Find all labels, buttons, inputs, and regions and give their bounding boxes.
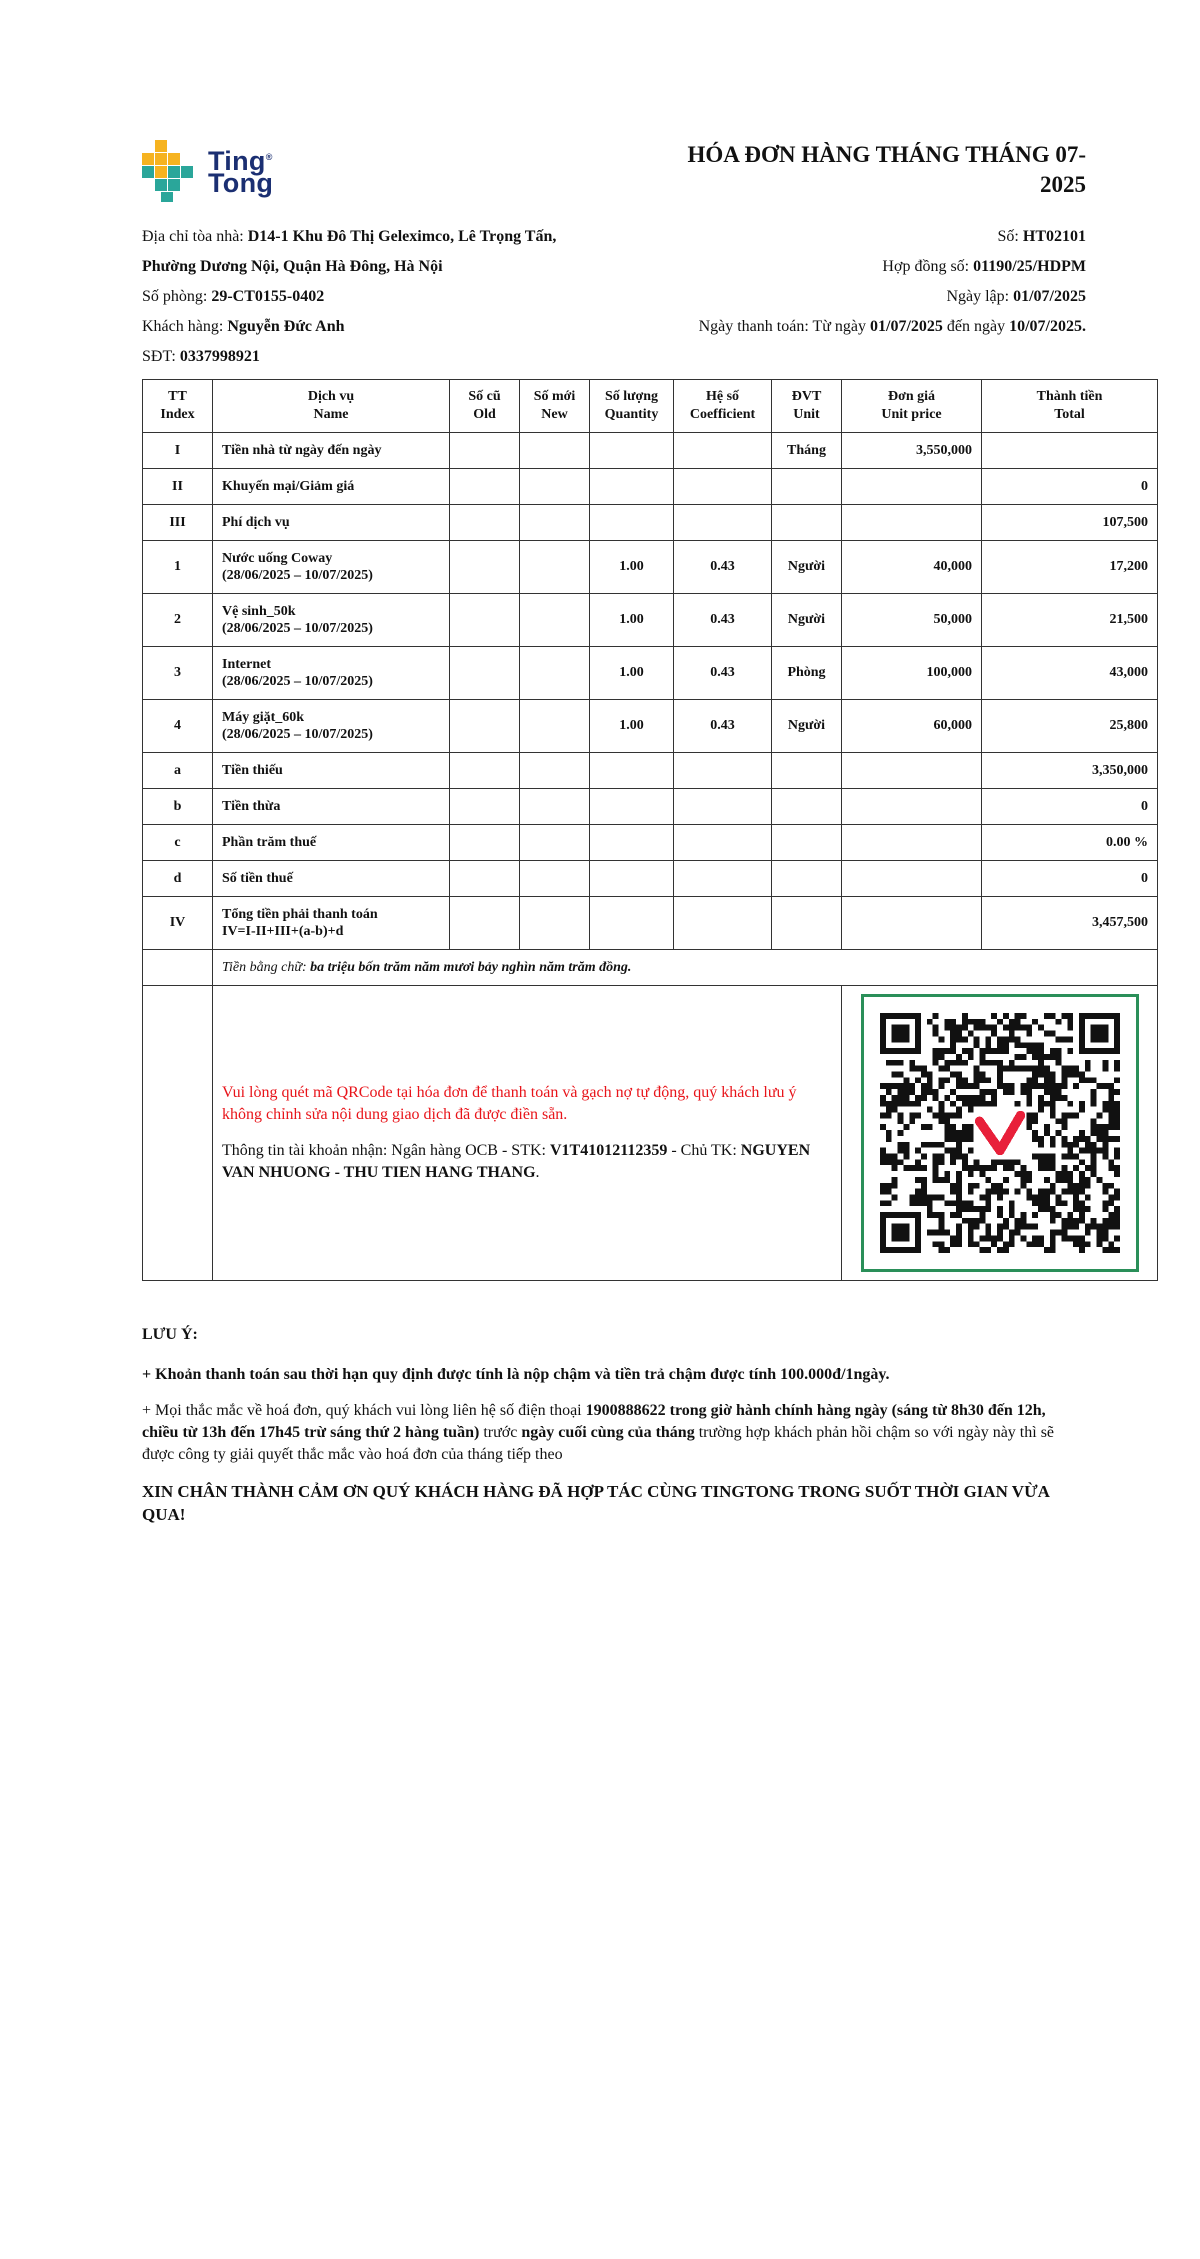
row-unit-price	[842, 897, 982, 950]
row-new	[520, 647, 590, 700]
row-new	[520, 861, 590, 897]
row-new	[520, 469, 590, 505]
row-name: Tiền thiếu	[213, 753, 450, 789]
row-unit-price	[842, 789, 982, 825]
row-unit-price	[842, 505, 982, 541]
row-name: Khuyến mại/Giảm giá	[213, 469, 450, 505]
late-payment-note: + Khoản thanh toán sau thời hạn quy định được tính là nộp chậm và tiền trả chậm được tính 100.000đ/1ngày.	[142, 1366, 890, 1383]
row-new	[520, 789, 590, 825]
row-total: 3,350,000	[982, 753, 1158, 789]
row-coefficient	[674, 861, 772, 897]
row-name: Nước uống Coway (28/06/2025 – 10/07/2025)	[213, 541, 450, 594]
row-unit-price: 60,000	[842, 700, 982, 753]
row-new	[520, 700, 590, 753]
customer-label: Khách hàng:	[142, 318, 228, 335]
tingtong-logo-icon	[142, 140, 204, 202]
row-old	[450, 825, 520, 861]
row-unit-price	[842, 861, 982, 897]
column-header: ĐVT Unit	[772, 380, 842, 433]
bank-account-info: Thông tin tài khoản nhận: Ngân hàng OCB - STK: V1T41012112359 - Chủ TK: NGUYEN VAN NHUONG - THU TIEN HANG THANG.	[222, 1142, 811, 1181]
row-coefficient	[674, 469, 772, 505]
row-coefficient	[674, 789, 772, 825]
table-row	[143, 505, 1158, 541]
row-name: Số tiền thuế	[213, 861, 450, 897]
support-note: + Mọi thắc mắc về hoá đơn, quý khách vui lòng liên hệ số điện thoại 1900888622 trong giờ hành chính hàng ngày (sáng từ 8h30 đến 12h, chiều từ 13h đến 17h45 trừ sáng thứ 2 hàng tuần) trước ngày cuối cùng của tháng trường hợp khách phản hồi chậm so với ngày này thì sẽ được công ty giải quyết thắc mắc vào hoá đơn của tháng tiếp theo	[142, 1402, 1055, 1463]
row-old	[450, 897, 520, 950]
row-quantity	[590, 897, 674, 950]
row-new	[520, 753, 590, 789]
row-name: Phần trăm thuế	[213, 825, 450, 861]
row-coefficient: 0.43	[674, 541, 772, 594]
row-new	[520, 897, 590, 950]
address-line1: D14-1 Khu Đô Thị Geleximco, Lê Trọng Tấn,	[247, 228, 557, 245]
column-header: Số mới New	[520, 380, 590, 433]
row-old	[450, 700, 520, 753]
row-name: Phí dịch vụ	[213, 505, 450, 541]
row-unit: Phòng	[772, 647, 842, 700]
row-unit: Người	[772, 594, 842, 647]
row-period: (28/06/2025 – 10/07/2025)	[222, 674, 373, 689]
table-row	[143, 433, 1158, 469]
table-header-row	[143, 380, 1158, 433]
row-old	[450, 753, 520, 789]
table-row	[143, 469, 1158, 505]
row-unit-price: 40,000	[842, 541, 982, 594]
invoice-table	[142, 379, 1158, 1281]
row-old	[450, 789, 520, 825]
row-period: (28/06/2025 – 10/07/2025)	[222, 621, 373, 636]
row-unit	[772, 469, 842, 505]
pay-from: 01/07/2025	[870, 318, 943, 335]
row-old	[450, 861, 520, 897]
brand-reg-mark: ®	[265, 152, 273, 162]
row-new	[520, 541, 590, 594]
row-coefficient	[674, 505, 772, 541]
row-unit-price	[842, 753, 982, 789]
thank-you-message: XIN CHÂN THÀNH CẢM ƠN QUÝ KHÁCH HÀNG ĐÃ HỢP TÁC CÙNG TINGTONG TRONG SUỐT THỜI GIAN VỪA QUA!	[142, 1482, 1049, 1524]
notes-section	[142, 1324, 1072, 1526]
row-new	[520, 505, 590, 541]
row-name: Internet (28/06/2025 – 10/07/2025)	[213, 647, 450, 700]
row-coefficient: 0.43	[674, 647, 772, 700]
row-old	[450, 594, 520, 647]
date-label: Ngày lập:	[946, 288, 1014, 305]
row-unit	[772, 861, 842, 897]
row-unit	[772, 505, 842, 541]
brand-name-line1: Ting	[208, 146, 266, 176]
row-total: 0	[982, 789, 1158, 825]
phone-label: SĐT:	[142, 348, 180, 365]
row-index: IV	[143, 897, 213, 950]
column-header: TT Index	[143, 380, 213, 433]
brand-name-line2: Tong	[208, 168, 274, 198]
row-name: Máy giặt_60k (28/06/2025 – 10/07/2025)	[213, 700, 450, 753]
table-row	[143, 541, 1158, 594]
invoice-title: HÓA ĐƠN HÀNG THÁNG THÁNG 07-2025	[687, 142, 1086, 197]
row-period: IV=I-II+III+(a-b)+d	[222, 924, 344, 939]
row-index: 1	[143, 541, 213, 594]
row-unit	[772, 789, 842, 825]
row-unit-price: 50,000	[842, 594, 982, 647]
row-period: (28/06/2025 – 10/07/2025)	[222, 568, 373, 583]
row-old	[450, 505, 520, 541]
amount-in-words-row	[143, 950, 1158, 986]
row-unit	[772, 897, 842, 950]
table-row	[143, 647, 1158, 700]
amount-in-words-value: ba triệu bốn trăm năm mươi bảy nghìn năm trăm đồng.	[310, 959, 632, 975]
row-index: b	[143, 789, 213, 825]
row-index: 3	[143, 647, 213, 700]
row-quantity: 1.00	[590, 647, 674, 700]
row-old	[450, 647, 520, 700]
row-coefficient	[674, 897, 772, 950]
account-number: V1T41012112359	[549, 1142, 668, 1159]
column-header: Số cũ Old	[450, 380, 520, 433]
row-name: Tổng tiền phải thanh toán IV=I-II+III+(a-b)+d	[213, 897, 450, 950]
row-index: III	[143, 505, 213, 541]
row-coefficient: 0.43	[674, 700, 772, 753]
row-index: a	[143, 753, 213, 789]
column-header: Dịch vụ Name	[213, 380, 450, 433]
row-index: 2	[143, 594, 213, 647]
notes-heading: LƯU Ý:	[142, 1326, 198, 1343]
row-new	[520, 594, 590, 647]
invoice-meta	[566, 222, 1086, 342]
row-index: II	[143, 469, 213, 505]
row-name: Vệ sinh_50k (28/06/2025 – 10/07/2025)	[213, 594, 450, 647]
contract-label: Hợp đồng số:	[882, 258, 974, 275]
address-label: Địa chỉ tòa nhà:	[142, 228, 248, 245]
row-quantity	[590, 753, 674, 789]
address-line2: Phường Dương Nội, Quận Hà Đông, Hà Nội	[142, 258, 443, 275]
row-unit-price	[842, 469, 982, 505]
invoice-date: 01/07/2025	[1013, 288, 1086, 305]
row-index: d	[143, 861, 213, 897]
pay-label: Ngày thanh toán: Từ ngày	[698, 318, 871, 335]
row-period: (28/06/2025 – 10/07/2025)	[222, 727, 373, 742]
row-quantity	[590, 433, 674, 469]
row-unit: Tháng	[772, 433, 842, 469]
row-total: 0.00 %	[982, 825, 1158, 861]
row-quantity: 1.00	[590, 594, 674, 647]
row-total: 107,500	[982, 505, 1158, 541]
payment-row	[143, 986, 1158, 1281]
row-quantity	[590, 861, 674, 897]
column-header: Đơn giá Unit price	[842, 380, 982, 433]
table-row	[143, 825, 1158, 861]
column-header: Số lượng Quantity	[590, 380, 674, 433]
table-body	[143, 433, 1158, 950]
customer-name: Nguyễn Đức Anh	[227, 318, 345, 335]
row-coefficient	[674, 433, 772, 469]
row-old	[450, 541, 520, 594]
invoice-no-label: Số:	[997, 228, 1023, 245]
row-total: 21,500	[982, 594, 1158, 647]
row-new	[520, 433, 590, 469]
row-quantity	[590, 825, 674, 861]
row-coefficient	[674, 753, 772, 789]
row-unit	[772, 753, 842, 789]
row-unit-price: 100,000	[842, 647, 982, 700]
contract-number: 01190/25/HDPM	[973, 258, 1086, 275]
row-quantity: 1.00	[590, 541, 674, 594]
row-total: 43,000	[982, 647, 1158, 700]
row-unit-price: 3,550,000	[842, 433, 982, 469]
payment-info	[213, 986, 842, 1281]
row-quantity	[590, 789, 674, 825]
row-unit: Người	[772, 700, 842, 753]
row-coefficient: 0.43	[674, 594, 772, 647]
row-quantity	[590, 505, 674, 541]
column-header: Hệ số Coefficient	[674, 380, 772, 433]
row-old	[450, 469, 520, 505]
row-index: I	[143, 433, 213, 469]
table-row	[143, 594, 1158, 647]
invoice-number: HT02101	[1022, 228, 1086, 245]
qr-code-frame	[861, 994, 1139, 1272]
account-holder: NGUYEN VAN NHUONG - THU TIEN HANG THANG	[222, 1142, 811, 1181]
qr-code-icon	[880, 1013, 1120, 1253]
room-label: Số phòng:	[142, 288, 212, 305]
brand-logo	[142, 140, 292, 202]
row-index: 4	[143, 700, 213, 753]
row-old	[450, 433, 520, 469]
row-total	[982, 433, 1158, 469]
row-coefficient	[674, 825, 772, 861]
row-total: 0	[982, 861, 1158, 897]
row-quantity	[590, 469, 674, 505]
pay-to: 10/07/2025.	[1009, 318, 1086, 335]
row-total: 25,800	[982, 700, 1158, 753]
row-name: Tiền thừa	[213, 789, 450, 825]
qr-instruction: Vui lòng quét mã QRCode tại hóa đơn để thanh toán và gạch nợ tự động, quý khách lưu ý không chỉnh sửa nội dung giao dịch đã được điền sẵn.	[222, 1084, 797, 1123]
row-name: Tiền nhà từ ngày đến ngày	[213, 433, 450, 469]
column-header: Thành tiền Total	[982, 380, 1158, 433]
table-row	[143, 789, 1158, 825]
row-total: 3,457,500	[982, 897, 1158, 950]
row-index: c	[143, 825, 213, 861]
row-total: 17,200	[982, 541, 1158, 594]
row-new	[520, 825, 590, 861]
row-unit	[772, 825, 842, 861]
row-unit: Người	[772, 541, 842, 594]
pay-mid: đến ngày	[942, 318, 1010, 335]
phone-number: 0337998921	[179, 348, 260, 365]
table-row	[143, 753, 1158, 789]
table-row	[143, 700, 1158, 753]
table-row	[143, 861, 1158, 897]
amount-in-words-label: Tiền bằng chữ:	[222, 959, 311, 975]
room-number: 29-CT0155-0402	[211, 288, 325, 305]
table-row	[143, 897, 1158, 950]
row-total: 0	[982, 469, 1158, 505]
row-quantity: 1.00	[590, 700, 674, 753]
row-unit-price	[842, 825, 982, 861]
